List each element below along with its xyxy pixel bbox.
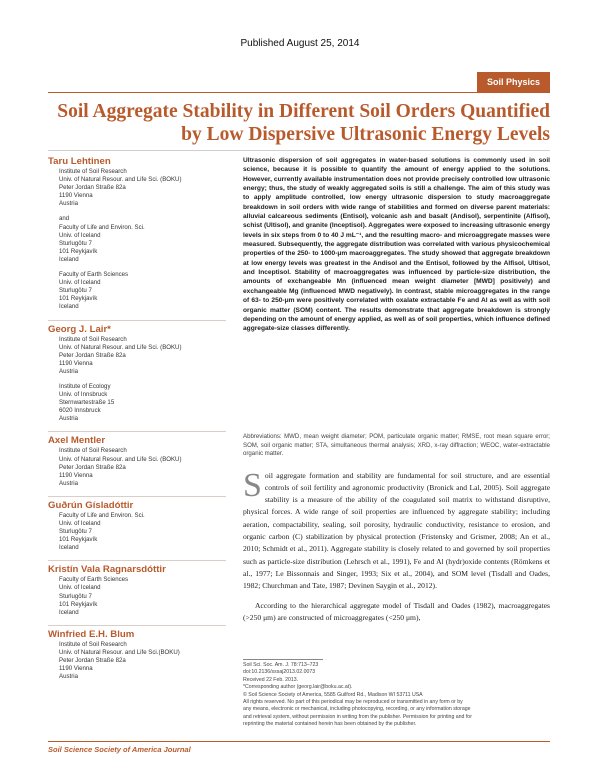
affiliation-line: Univ. of Natural Resour. and Life Sci.(BOKU) [59,648,180,656]
article-title: Soil Aggregate Stability in Different Soil Orders Quantified by Low Dispersive Ultrasonic Energy Levels [57,101,550,145]
affiliation-line: 1190 Vienna [59,471,93,479]
footnote-line: Received 22 Feb. 2013. [243,676,299,683]
article-body [243,462,550,632]
affiliation-line: Univ. of Natural Resour. and Life Sci. (BOKU) [59,343,182,351]
affiliation-line: Univ. of Iceland [59,584,101,592]
footnote-line: *Corresponding author (georg.lair@boku.ac.at). [243,684,353,691]
affiliation-line: 1190 Vienna [59,192,93,200]
author-block [48,320,226,424]
author-name: Axel Mentler [48,431,226,446]
author-affiliation [59,447,226,487]
affiliation-line: Sturlugötu 7 [59,592,92,600]
author-block [48,560,226,616]
footnote-line: © Soil Science Society of America, 5585 Guilford Rd., Madison WI 53711 USA [243,691,423,698]
footer-rule [48,741,550,742]
title-separator [48,150,550,151]
affiliation-line: Univ. of Iceland [59,231,101,239]
affiliation-line: 101 Reykjavík [59,600,98,608]
footnote-line: Soil Sci. Soc. Am. J. 78:713–723 [243,662,319,668]
author-list [48,156,226,689]
author-block [48,496,226,552]
affiliation-line: Iceland [59,544,79,552]
author-name: Taru Lehtinen [48,156,111,167]
affiliation-line: 1190 Vienna [59,665,93,673]
affiliation-line: Univ. of Iceland [59,279,101,287]
affiliation-line: Institute of Soil Research [59,447,127,455]
affiliation-line: Austria [59,367,78,375]
affiliation-line: Univ. of Natural Resour. and Life Sci. (BOKU) [59,455,182,463]
affiliation-line: Faculty of Life and Environ. Sci. [59,511,145,519]
drop-cap: S [243,466,262,504]
abbreviations: Abbreviations: MWD, mean weight diameter; POM, particulate organic matter; RMSE, root mean square error; SOM, soil organic matter; STA, simultaneous thermal analysis; XRD, x-ray diffraction; WEOC, water-extractable organic matter. [243,433,550,458]
author-block [48,156,226,312]
affiliation-line: Austria [59,479,78,487]
author-block [48,431,226,487]
affiliation-line: and [59,215,70,223]
author-affiliation [59,512,226,552]
section-label: Soil Physics [477,72,550,92]
author-affiliation [59,576,226,616]
affiliation-line: Austria [59,415,78,423]
author-name: Kristín Vala Ragnarsdóttir [48,560,226,575]
affiliation-line: Iceland [59,608,79,616]
affiliation-line: 6020 Innsbruck [59,407,101,415]
affiliation-line: Univ. of Iceland [59,520,101,527]
footnotes [243,662,550,729]
affiliation-line: Iceland [59,255,79,263]
footnote-rule [243,659,323,660]
affiliation-line: Iceland [59,303,79,311]
affiliation-line: Faculty of Life and Environ. Sci. [59,223,145,231]
paragraph-intro-text: oil aggregate formation and stability are fundamental for soil structure, and are essential controls of soil fertility and agronomic productivity (Bronick and Lal, 2005). Soil aggregate stability is a measure of the ability of the coagulated soil matrix to withstand disruptive, physical forces. A wide range of soil properties are influenced by aggregate stability; including aeration, compactability, sealing, soil porosity, hydraulic conductivity, resistance to erosion, and organic carbon (C) stabilization by physical protection (Fristensky and Grismer, 2008; An et al., 2010; Schmidt et al., 2011). Aggregate stability is closely related to and governed by soil properties such as particle-size distribution (Lehrsch et al., 1991), Fe and Al (hydr)oxide contents (Römkens et al., 1977; Le Bissonnais and Singer, 1993; Six et al., 2004), and SOM level (Tisdall and Oades, 1982; Churchman and Tate, 1987; Devinen Saygin et al., 2012). [243,470,550,591]
affiliation-line: 101 Reykjavík [59,295,98,303]
footnote-line: and retrieval system, without permission in writing from the publisher. Permission for printing and for [243,713,472,720]
affiliation-line: 1190 Vienna [59,359,93,367]
affiliation-line: Univ. of Innsbruck [59,391,108,399]
journal-name: Soil Science Society of America Journal [48,745,191,754]
abstract: Ultrasonic dispersion of soil aggregates in water-based solutions is commonly used in soil science, because it is possible to quantify the amount of energy applied to the solutions. However, currently available instrumentation does not provide precisely controlled low ultrasonic energy; thus, the study of weakly aggregated soils is still a challenge. The aim of this study was to apply amplitude controlled, low energy ultrasonic dispersion to study macroaggregate breakdown in soil orders with wide range of stabilities and formed on diverse parent materials: alluvial calcareous sediments (Entisol), volcanic ash and basalt (Andisol), serpentinite (Alfisol), schist (Ultisol), and granite (Inceptisol). Aggregates were exposed to increasing ultrasonic energy levels in six steps from 0 to 40 J mL⁻¹, and the resulting macro- and microaggregate masses were measured. Subsequently, the aggregate distribution was correlated with various physicochemical properties of the 250- to 1000-μm macroaggregates. The study showed that aggregate breakdown at low energy levels was greatest in the Andisol and the Entisol, followed by the Alfisol, Ultisol, and Inceptisol. Stability of macroaggregates was influenced by particle-size distribution, the amounts of exchangeable Mn (influenced mean weight diameter [MWD] positively) and exchangeable Mg (influenced MWD negatively). In contrast, stable microaggregates in the range of 63- to 250-μm were positively correlated with oxalate extractable Fe and Al as well as with soil organic matter (SOM) content. The results demonstrate that aggregate breakdown is strongly depending on the amount of energy applied, as well as of soil properties, which influence defined aggregate-size classes differently. [243,157,550,333]
affiliation-line: Institute of Soil Research [59,168,127,175]
affiliation-line: Peter Jordan Straße 82a [59,463,126,471]
affiliation-line: Institute of Soil Research [59,640,127,648]
affiliation-line: Peter Jordan Straße 82a [59,657,126,665]
affiliation-line: Institute of Soil Research [59,335,127,343]
header-rule [48,92,550,93]
affiliation-line: Peter Jordan Straße 82a [59,351,126,359]
paragraph-intro [243,466,550,593]
affiliation-line: Austria [59,673,78,681]
footnote-line: any means, electronic or mechanical, including photocopying, recording, or any information storage [243,706,471,713]
paragraph-second: According to the hierarchical aggregate model of Tisdall and Oades (1982), macroaggregates (>250 μm) are constructed of microaggregates (<250 μm), [243,601,550,623]
footnote-line: All rights reserved. No part of this periodical may be reproduced or transmitted in any form or by [243,699,463,706]
author-block [48,625,226,681]
affiliation-line: Austria [59,200,78,208]
author-name: Winfried E.H. Blum [48,625,226,640]
affiliation-line: 101 Reykjavík [59,247,98,255]
author-affiliation [59,271,226,311]
published-date: Published August 25, 2014 [240,38,360,49]
author-name: Guðrún Gísladóttir [48,496,226,511]
affiliation-line: Sturlugötu 7 [59,528,92,536]
affiliation-line: Institute of Ecology [59,382,111,390]
affiliation-line: Univ. of Natural Resour. and Life Sci. (BOKU) [59,176,182,184]
author-affiliation [59,383,226,423]
affiliation-line: Faculty of Earth Sciences [59,576,129,584]
author-affiliation [59,168,226,208]
footnote-line: reprinting the material contained herein has been obtained by the publisher. [243,721,417,728]
author-affiliation [59,641,226,681]
affiliation-line: Sturlugötu 7 [59,239,92,247]
affiliation-line: Sternwartestraße 15 [59,399,115,407]
author-affiliation [59,215,226,264]
affiliation-line: Faculty of Earth Sciences [59,271,129,279]
affiliation-line: Peter Jordan Straße 82a [59,184,126,192]
affiliation-line: 101 Reykjavík [59,536,98,544]
footnote-line: doi:10.2136/sssaj2013.02.0073 [243,669,316,676]
author-name: Georg J. Lair* [48,320,226,335]
author-affiliation [59,336,226,376]
affiliation-line: Sturlugötu 7 [59,287,92,295]
